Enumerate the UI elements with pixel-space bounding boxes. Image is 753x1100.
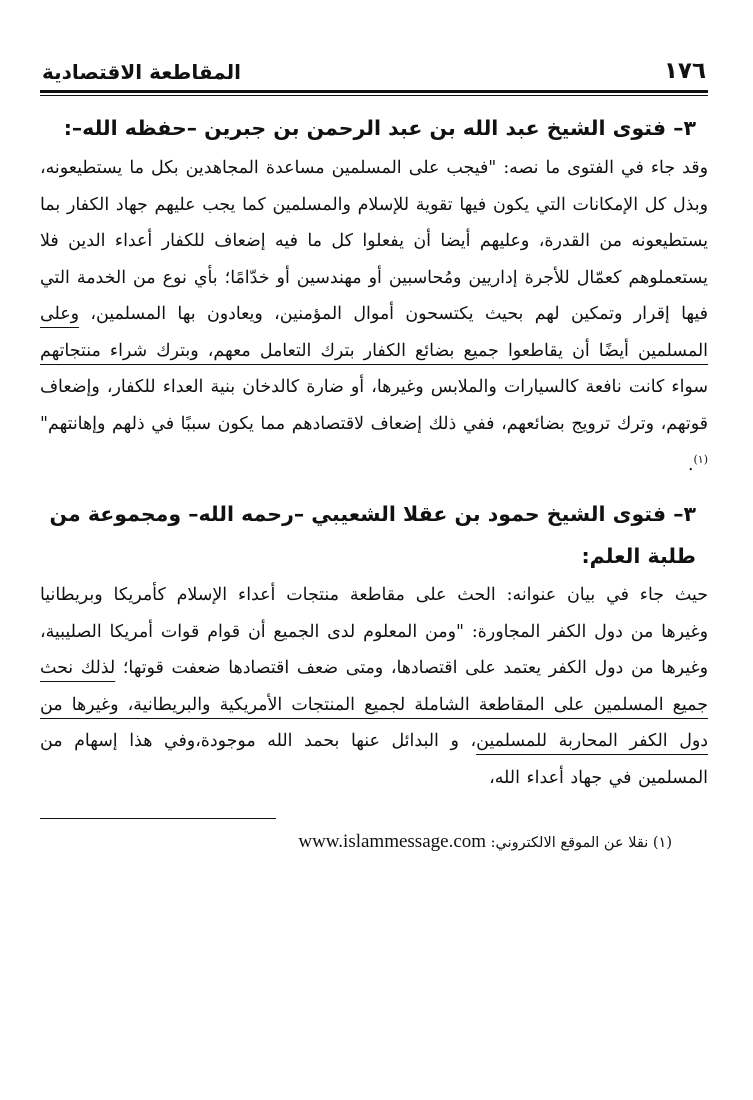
footnote-label: (١) نقلا عن الموقع الالكتروني: bbox=[490, 835, 672, 852]
paragraph-text: حيث جاء في بيان عنوانه: الحث على مقاطعة منتجات أعداء الإسلام كأمريكا وبريطانيا وغيرها من دول الكفر المجاورة: "ومن المعلوم لدى الجميع أن قوام قوات أمريكا الصليبية، وغيرها من دول الكفر يعتمد على اقتصادها، ومتى ضعف اقتصادها ضعفت قوتها؛ bbox=[40, 585, 708, 679]
underlined-boycott-call: لذلك نحث جميع المسلمين على المقاطعة الشاملة لجميع المنتجات الأمريكية والبريطانية، وغيرها من دول الكفر المحاربة للمسلمين bbox=[40, 658, 709, 752]
paragraph-jibreen-fatwa bbox=[40, 150, 708, 483]
section-heading-jibreen: ٣– فتوى الشيخ عبد الله بن عبد الرحمن بن جبرين –حفظه الله–: bbox=[63, 116, 696, 140]
paragraph-text-rest: سواء كانت نافعة كالسيارات والملابس وغيرها، أو ضارة كالدخان بنية العداء للكفار، وإضعاف قوتهم، وترك ترويج بضائعهم، ففي ذلك إضعاف لاقتصادهم مما يكون سببًا في ذلهم وإهانتهم" bbox=[40, 377, 708, 434]
paragraph-text-rest: ، و البدائل عنها بحمد الله موجودة،وفي هذا إسهام من المسلمين في جهاد أعداء الله، bbox=[40, 731, 708, 788]
running-title: المقاطعة الاقتصادية bbox=[42, 60, 242, 84]
footnote-reference: (١) bbox=[693, 453, 708, 466]
page-number: ١٧٦ bbox=[663, 58, 706, 84]
footnote-separator bbox=[40, 818, 276, 819]
book-page bbox=[40, 48, 708, 856]
underlined-boycott-text: وعلى المسلمين أيضًا أن يقاطعوا جميع بضائع الكفار بترك التعامل معهم، وبترك شراء منتجاتهم bbox=[40, 304, 708, 361]
running-head bbox=[40, 48, 708, 84]
header-rule-thin bbox=[40, 95, 708, 96]
paragraph-shuaibi-statement bbox=[40, 577, 708, 796]
footnote-url: www.islammessage.com bbox=[298, 831, 487, 853]
header-rule-thick bbox=[40, 90, 708, 93]
paragraph-end: . bbox=[687, 454, 694, 475]
paragraph-text: وقد جاء في الفتوى ما نصه: "فيجب على المسلمين مساعدة المجاهدين بكل ما يستطيعونه، وبذل كل الإمكانات التي يكون فيها تقوية للإسلام والمسلمين كما يجب عليهم جهاد الكفار بما يستطيعونه من القدرة، وعليهم أيضا أن يفعلوا كل ما فيه إضعاف للكفار أعداء الدين فلا يستعملوهم كعمّال للأجرة إداريين ومُحاسبين أو مهندسين أو خدّامًا؛ بأي نوع من الخدمة التي فيها إقرار وتمكين لهم بحيث يكتسحون أموال المؤمنين، ويعادون بها المسلمين، bbox=[40, 158, 708, 324]
footnote bbox=[40, 829, 708, 856]
section-heading-shuaibi: ٣– فتوى الشيخ حمود بن عقلا الشعيبي –رحمه الله– ومجموعة من طلبة العلم: bbox=[49, 502, 696, 569]
